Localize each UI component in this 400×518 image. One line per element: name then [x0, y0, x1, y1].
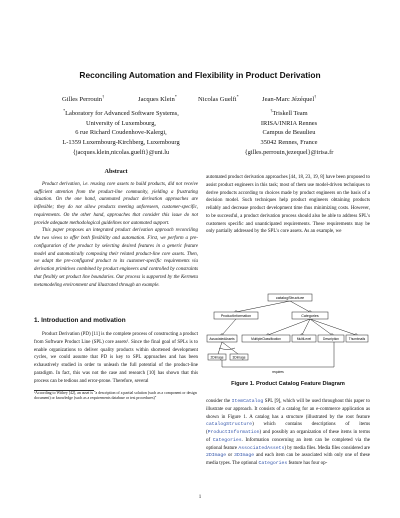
requires-label: requires: [272, 370, 284, 374]
code-term: 2DImage: [206, 453, 227, 459]
node-product-information: ProductInformation: [220, 314, 252, 319]
affiliation-luxembourg: [58, 106, 184, 157]
code-term: AssociatedAssets: [238, 445, 285, 451]
text-run: SPL [9], which will be used throughout this paper to illustrate our approach. It consists of a catalog for an e-commerce application as shown in Figure 1. A catalog has a structure (illustrated by the root feature: [206, 399, 370, 420]
text-run: feature has four op-: [287, 461, 328, 466]
text-run: ) by media files. Media files considered are: [284, 445, 370, 451]
right-column-bottom: [206, 398, 370, 468]
node-multiple-classification: MultipleClassification: [251, 337, 281, 342]
author-mark: *: [174, 94, 177, 99]
text-run: ) and possibly an organization of these items in terms of: [206, 430, 370, 443]
author-name: Jean-Marc Jézéquel: [262, 96, 315, 104]
affiliation-line: IRISA/INRIA Rennes: [260, 119, 318, 127]
affiliation-line: Laboratory for Advanced Software Systems,: [65, 110, 179, 118]
affiliation-line: Campus de Beaulieu: [262, 129, 316, 137]
author-4: [262, 94, 316, 103]
node-catalog-structure: catalogStructure: [275, 295, 305, 301]
author-name: Gilles Perrouin: [62, 96, 103, 104]
node-categories: Categories: [301, 314, 319, 319]
author-mark: †: [314, 94, 317, 99]
affiliation-mark: *: [63, 108, 66, 113]
paper-title: Reconciling Automation and Flexibility in Product Derivation: [79, 70, 321, 80]
left-column: [34, 168, 198, 401]
abstract-paragraph: This paper proposes an integrated product derivation approach reconciling the two views to offer both flexibility and automation. First, we perform a pre-configuration of the product by selecting desired features in a generic feature model and automatically composing their related product-line core assets. Then, we adapt the pre-configured product to its customer-specific requirements via derivation primitives combined by product engineers and controlled by constraints that flexibly set product line boundaries. Our process is supported by the Kermeta metamodeling environment and illustrated through an example.: [34, 228, 198, 288]
author-2: [138, 94, 177, 103]
code-term: 3DImage: [233, 453, 255, 459]
body-paragraph: Product Derivation (PD) [11] is the complete process of constructing a product from Software Product Line (SPL) core assets¹. Since the final goal of SPLs is to enable organizations to deliver quality products within shortened development cycles, we could assume that PD is key to SPL approaches and has been exhaustively studied in order to unleash the full potential of the product-line paradigm. In fact, this was not the case and research [10] has shown that this process can be tedious and error-prone. Therefore, several: [34, 332, 198, 384]
code-term: ProductInformation: [207, 430, 260, 435]
author-mark: *: [236, 94, 239, 99]
abstract-heading: Abstract: [104, 168, 128, 175]
affiliation-line: University of Luxembourg,: [86, 119, 156, 127]
body-paragraph: automated product derivation approaches [44, 18, 23, 19, 8] have been proposed to assist product engineers in this task; most of them use model-driven techniques to derive products according to choices made by product engineers on the basis of a decision model. Such techniques help product engineers obtaining products reliably and decrease product development time thus minimizing costs. However, to be successful, a product derivation process should also be able to address SPL's customers specific and unanticipated requirements. These requirements may be only partially addressed by the SPL's core assets. As an example, we: [206, 175, 370, 235]
author-1: [62, 94, 104, 103]
text-run: . Information concerning an item can be completed via the optional feature: [206, 437, 370, 451]
node-multilevel: MultiLevel: [296, 337, 312, 342]
right-column-top: [206, 174, 370, 236]
node-2dimage: 2DImage: [210, 355, 224, 360]
node-thumbnails: Thumbnails: [348, 337, 366, 342]
node-3dimage: 3DImage: [232, 355, 246, 360]
node-associated-assets: AssociatedAssets: [209, 337, 235, 342]
code-term: ItemCatalog: [231, 399, 264, 404]
footnote: ¹According to Withey [42], an asset is "a description of a partial solution (such as a component or design document) or knowledge (such as a requirements database or test procedures)": [34, 391, 197, 401]
code-term: Categories: [258, 461, 288, 466]
node-description: Description: [323, 337, 339, 342]
text-run: ) which contains descriptions of items (: [206, 422, 370, 435]
abstract-paragraph: Product derivation, i.e. reusing core assets to build products, did not receive sufficient attention from the product-line community, yielding a frustrating situation. On the one hand, automated product derivation approaches are inflexible; they do not allow products meeting unforeseen, customer-specific, requirements. On the other hand, approaches that consider this issue do not provide adequate methodological guidelines nor automated support.: [34, 181, 198, 226]
figure-caption: Figure 1. Product Catalog Feature Diagram: [231, 381, 345, 387]
affiliation-line: L-1359 Luxembourg-Kirchberg, Luxembourg: [62, 138, 180, 146]
author-name: Nicolas Guelfi: [198, 96, 237, 104]
page-number: 1: [198, 495, 202, 500]
author-3: [198, 94, 239, 103]
code-term: catalogStructure: [206, 422, 253, 428]
body-paragraph: [206, 398, 370, 468]
affiliation-email: {gilles.perrouin,jezequel}@irisa.fr: [244, 148, 334, 156]
code-term: Categories: [212, 437, 242, 443]
affiliation-mark: †: [270, 108, 273, 113]
text-run: and each item can be associated with only one of these media types. The optional: [206, 453, 370, 466]
affiliation-rennes: [226, 106, 352, 157]
author-name: Jacques Klein: [138, 96, 175, 104]
section-heading: 1. Introduction and motivation: [34, 317, 126, 325]
affiliation-line: Triskell Team: [272, 110, 308, 118]
abstract-body: [34, 181, 198, 290]
affiliation-email: {jacques.klein,nicolas.guelfi}@uni.lu: [72, 148, 170, 156]
text-run: or: [226, 453, 234, 459]
author-mark: †: [102, 94, 105, 99]
affiliation-line: 35042 Rennes, France: [260, 138, 318, 146]
affiliation-line: 6 rue Richard Coudenhove-Kalergi,: [75, 129, 167, 137]
feature-diagram: [206, 287, 370, 379]
text-run: consider the: [206, 399, 232, 404]
